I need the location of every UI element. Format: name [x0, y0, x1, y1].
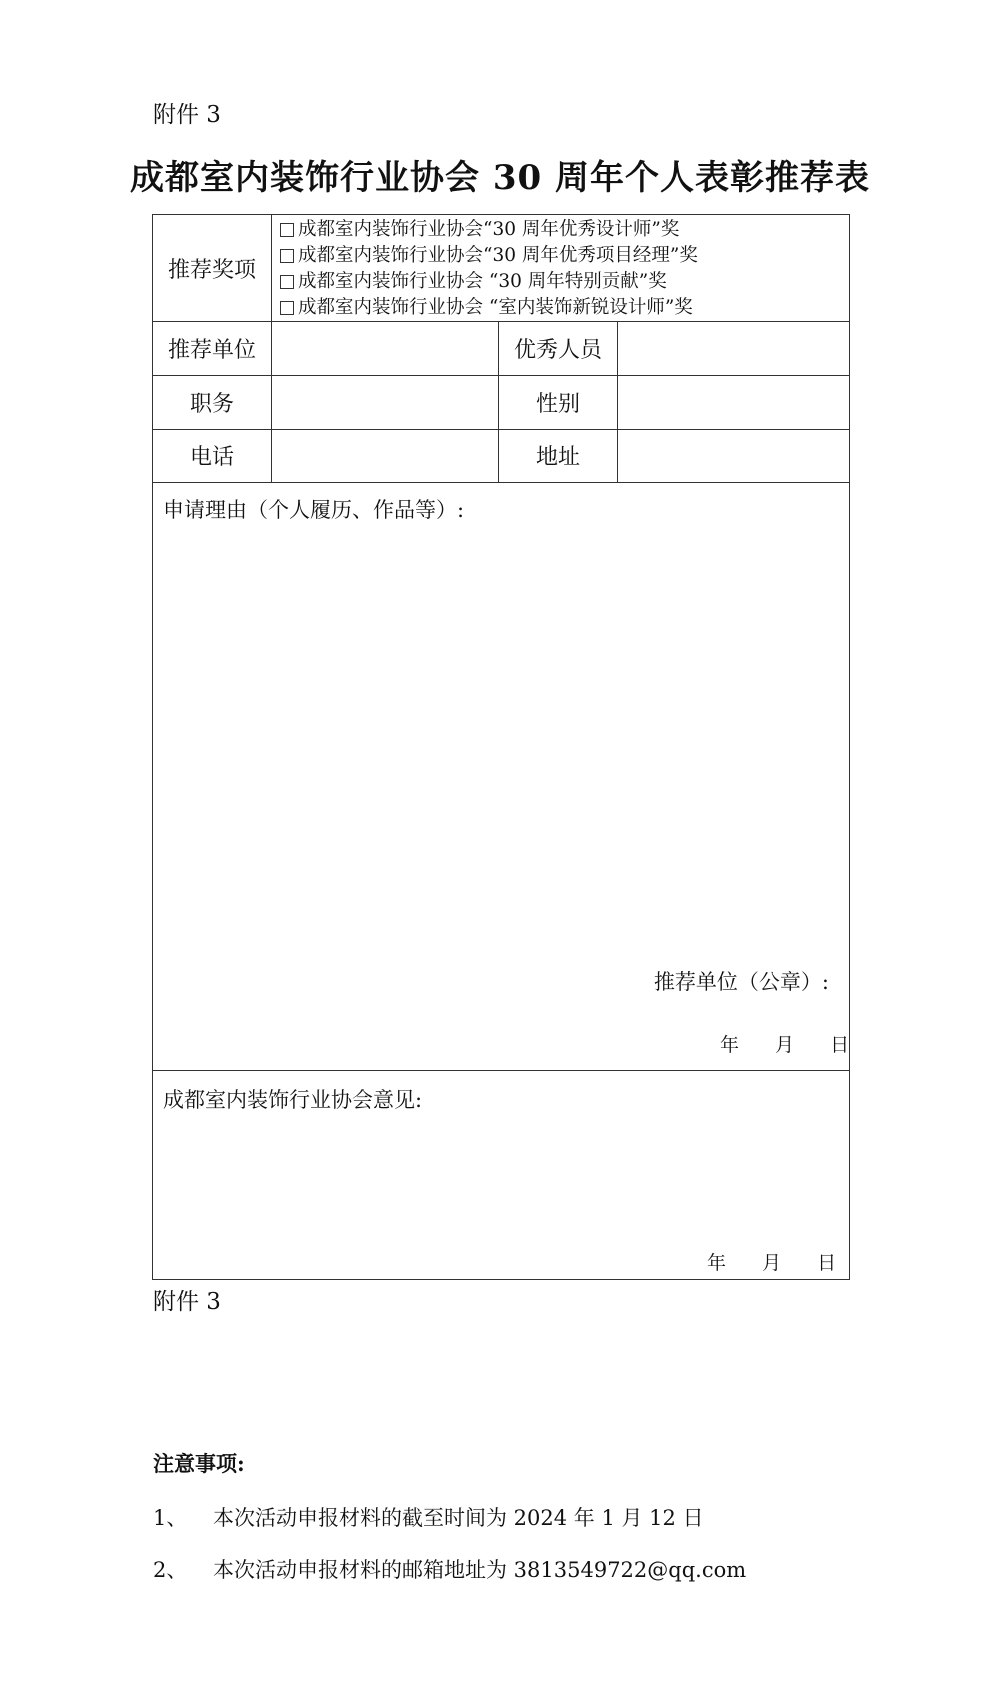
opinion-section — [153, 1070, 849, 1281]
award-options — [280, 217, 840, 321]
address-label: 地址 — [535, 445, 580, 470]
opinion-date — [707, 1248, 836, 1275]
award-option[interactable] — [280, 269, 840, 295]
gender-field[interactable] — [619, 377, 847, 427]
note-item — [153, 1502, 746, 1532]
notes-section — [153, 1448, 746, 1606]
note-text: 本次活动申报材料的截至时间为 2024 年 1 月 12 日 — [213, 1506, 704, 1530]
award-option-label: 成都室内装饰行业协会“30 周年优秀设计师”奖 — [298, 219, 680, 240]
award-checkbox[interactable] — [280, 301, 294, 315]
opinion-label: 成都室内装饰行业协会意见: — [163, 1088, 423, 1112]
reason-section — [153, 482, 849, 1070]
award-option-label: 成都室内装饰行业协会 “30 周年特别贡献”奖 — [298, 271, 667, 292]
page-title: 成都室内装饰行业协会 30 周年个人表彰推荐表 — [130, 158, 870, 198]
award-option[interactable] — [280, 243, 840, 269]
award-option[interactable] — [280, 217, 840, 243]
address-field[interactable] — [619, 431, 847, 480]
award-checkbox[interactable] — [280, 249, 294, 263]
award-option[interactable] — [280, 295, 840, 321]
award-checkbox[interactable] — [280, 223, 294, 237]
opinion-textarea[interactable] — [163, 1112, 843, 1236]
date-day: 日 — [817, 1252, 837, 1274]
date-year: 年 — [720, 1034, 740, 1056]
recommendation-form — [152, 214, 850, 1280]
reason-textarea[interactable] — [163, 524, 843, 958]
date-month: 月 — [762, 1252, 782, 1274]
position-field[interactable] — [273, 377, 497, 427]
note-number: 2、 — [153, 1558, 188, 1582]
award-option-label: 成都室内装饰行业协会 “室内装饰新锐设计师”奖 — [298, 297, 693, 318]
gender-label: 性别 — [535, 391, 580, 417]
date-month: 月 — [775, 1034, 795, 1056]
recommending-unit-field[interactable] — [273, 323, 497, 373]
reason-label: 申请理由（个人履历、作品等）: — [163, 498, 465, 522]
note-text: 本次活动申报材料的邮箱地址为 3813549722@qq.com — [213, 1558, 747, 1582]
note-number: 1、 — [153, 1506, 188, 1530]
recommending-unit-label: 推荐单位 — [167, 337, 256, 363]
seal-label: 推荐单位（公章）: — [653, 970, 829, 994]
column-divider — [617, 321, 618, 482]
date-day: 日 — [830, 1034, 850, 1056]
column-divider — [271, 215, 272, 482]
candidate-field[interactable] — [619, 323, 847, 373]
notes-title: 注意事项: — [153, 1451, 245, 1476]
phone-field[interactable] — [273, 431, 497, 480]
attachment-label: 附件 3 — [153, 102, 221, 128]
reason-date — [720, 1030, 849, 1057]
award-checkbox[interactable] — [280, 275, 294, 289]
candidate-label: 优秀人员 — [513, 337, 602, 363]
award-option-label: 成都室内装饰行业协会“30 周年优秀项目经理”奖 — [298, 245, 698, 266]
date-year: 年 — [707, 1252, 727, 1274]
attachment-label-bottom: 附件 3 — [153, 1289, 221, 1315]
position-label: 职务 — [189, 391, 234, 417]
phone-label: 电话 — [189, 445, 234, 470]
note-item — [153, 1554, 746, 1584]
award-label: 推荐奖项 — [167, 257, 256, 283]
